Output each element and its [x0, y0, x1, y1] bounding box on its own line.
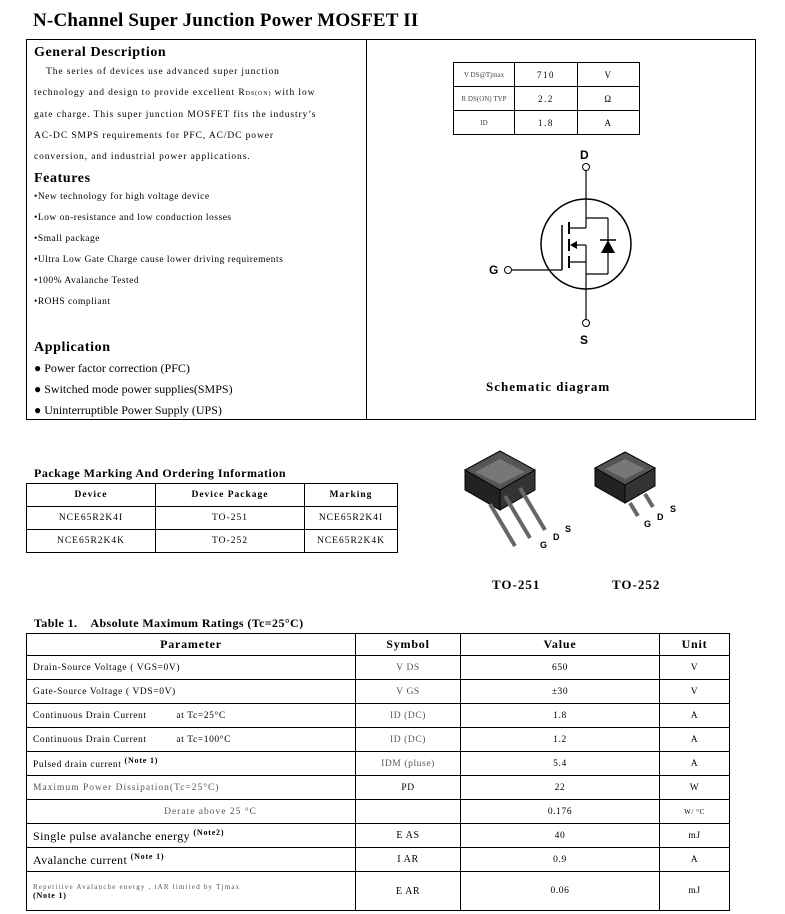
- table-cell: TO-251: [156, 507, 305, 530]
- application-heading: Application: [34, 340, 111, 355]
- table-row: [27, 752, 730, 776]
- note-ref: (Note 1): [33, 890, 67, 900]
- param-cell: Avalanche current $^{(Note 1)}$: [27, 848, 356, 872]
- symbol-cell: [356, 800, 461, 824]
- symbol-cell: IDM (pluse): [356, 752, 461, 776]
- general-line-4: AC-DC SMPS requirements for PFC, AC/DC power: [34, 131, 274, 141]
- spec-label: R DS(ON) TYP: [454, 87, 515, 111]
- table-row: [27, 530, 398, 553]
- spec-value: 1.8: [515, 111, 578, 135]
- spec-label: V DS@Tjmax: [454, 63, 515, 87]
- feature-item: •Low on-resistance and low conduction losses: [34, 213, 232, 223]
- param-cell: Maximum Power Dissipation(Tc=25°C): [27, 776, 356, 800]
- value-cell: 0.176: [461, 800, 660, 824]
- table-row: [27, 800, 730, 824]
- spec-value: 2.2: [515, 87, 578, 111]
- param-cell: Drain-Source Voltage ( VGS=0V): [27, 656, 356, 680]
- table-row: [27, 872, 730, 911]
- column-header: Marking: [305, 484, 398, 507]
- table-row: [27, 728, 730, 752]
- spec-value: 710: [515, 63, 578, 87]
- feature-item: •New technology for high voltage device: [34, 192, 210, 202]
- to251-g-label: G: [540, 540, 548, 550]
- absolute-max-ratings-table: [26, 633, 730, 911]
- table-cell: TO-252: [156, 530, 305, 553]
- general-description-text: [34, 62, 364, 168]
- value-cell: 650: [461, 656, 660, 680]
- value-cell: 0.9: [461, 848, 660, 872]
- package-marking-table: [26, 483, 398, 553]
- symbol-cell: ID (DC): [356, 728, 461, 752]
- mosfet-schematic: [470, 140, 670, 355]
- general-line-1: The series of devices use advanced super junction: [46, 67, 280, 77]
- spec-unit: A: [578, 111, 640, 135]
- symbol-cell: E AR: [356, 872, 461, 911]
- spec-unit: Ω: [578, 87, 640, 111]
- spec-label: ID: [454, 111, 515, 135]
- feature-item: •Ultra Low Gate Charge cause lower driving requirements: [34, 255, 284, 265]
- table-cell: NCE65R2K4K: [27, 530, 156, 553]
- table-row: [27, 824, 730, 848]
- param-text: Repetitive Avalanche energy , tAR limited by Tjmax: [33, 882, 241, 891]
- value-cell: 22: [461, 776, 660, 800]
- spec-row: [454, 63, 640, 87]
- symbol-cell: ID (DC): [356, 704, 461, 728]
- symbol-cell: PD: [356, 776, 461, 800]
- to252-package-illustration: [590, 448, 690, 538]
- param-cell: Single pulse avalanche energy $^{(Note2)}$: [27, 824, 356, 848]
- application-item: ● Power factor correction (PFC): [34, 361, 190, 375]
- value-cell: 40: [461, 824, 660, 848]
- column-header: Parameter: [27, 634, 356, 656]
- to251-label: TO-251: [492, 577, 541, 592]
- application-item: ● Switched mode power supplies(SMPS): [34, 382, 233, 396]
- column-header: Unit: [660, 634, 730, 656]
- param-cell: Continuous Drain Current at Tc=100°C: [27, 728, 356, 752]
- table-row: [27, 656, 730, 680]
- symbol-cell: V DS: [356, 656, 461, 680]
- to252-s-label: S: [670, 504, 677, 514]
- table-header-row: [27, 634, 730, 656]
- application-list: [34, 358, 364, 421]
- application-item: ● Uninterruptible Power Supply (UPS): [34, 403, 222, 417]
- value-cell: 5.4: [461, 752, 660, 776]
- value-cell: 1.2: [461, 728, 660, 752]
- package-marking-heading: Package Marking And Ordering Information: [34, 466, 287, 480]
- source-label: S: [580, 333, 589, 347]
- spec-unit: V: [578, 63, 640, 87]
- table-cell: NCE65R2K4I: [27, 507, 156, 530]
- unit-cell: W/ °C: [660, 800, 730, 824]
- unit-cell: V: [660, 656, 730, 680]
- unit-cell: mJ: [660, 872, 730, 911]
- table-cell: NCE65R2K4I: [305, 507, 398, 530]
- features-list: [34, 187, 364, 313]
- column-header: Device Package: [156, 484, 305, 507]
- general-line-3: gate charge. This super junction MOSFET fits the industry’s: [34, 110, 317, 120]
- note-ref: (Note 1): [130, 851, 165, 861]
- symbol-cell: V GS: [356, 680, 461, 704]
- table-row: [27, 776, 730, 800]
- spec-row: [454, 87, 640, 111]
- column-header: Device: [27, 484, 156, 507]
- general-line-5: conversion, and industrial power applications.: [34, 152, 251, 162]
- param-cell: Gate-Source Voltage ( VDS=0V): [27, 680, 356, 704]
- column-header: Value: [461, 634, 660, 656]
- value-cell: 1.8: [461, 704, 660, 728]
- table-cell: NCE65R2K4K: [305, 530, 398, 553]
- to251-d-label: D: [553, 532, 560, 542]
- feature-item: •Small package: [34, 234, 100, 244]
- param-cell: [27, 872, 356, 911]
- note-ref: (Note 1): [124, 756, 159, 766]
- page-title: N-Channel Super Junction Power MOSFET II: [33, 10, 419, 31]
- value-cell: 0.06: [461, 872, 660, 911]
- param-cell: Derate above 25 °C: [27, 800, 356, 824]
- to251-package-illustration: [460, 448, 580, 558]
- table-row: [27, 680, 730, 704]
- unit-cell: A: [660, 848, 730, 872]
- unit-cell: W: [660, 776, 730, 800]
- amr-heading: Table 1. Absolute Maximum Ratings (Tc=25°C): [34, 616, 304, 630]
- features-heading: Features: [34, 171, 91, 186]
- unit-cell: A: [660, 752, 730, 776]
- feature-item: •ROHS compliant: [34, 297, 111, 307]
- table-row: [27, 507, 398, 530]
- unit-cell: A: [660, 704, 730, 728]
- symbol-cell: E AS: [356, 824, 461, 848]
- unit-cell: A: [660, 728, 730, 752]
- value-cell: ±30: [461, 680, 660, 704]
- to251-s-label: S: [565, 524, 572, 534]
- to252-d-label: D: [657, 512, 664, 522]
- general-description-heading: General Description: [34, 45, 167, 60]
- table-row: [27, 704, 730, 728]
- drain-label: D: [580, 148, 589, 162]
- general-line-2: technology and design to provide excellent RDS(ON) with low: [34, 88, 316, 98]
- table-row: [27, 848, 730, 872]
- param-cell: Continuous Drain Current at Tc=25°C: [27, 704, 356, 728]
- spec-row: [454, 111, 640, 135]
- symbol-cell: I AR: [356, 848, 461, 872]
- schematic-caption: Schematic diagram: [486, 379, 611, 394]
- param-cell: Pulsed drain current $^{(Note 1)}$: [27, 752, 356, 776]
- unit-cell: V: [660, 680, 730, 704]
- table-header-row: [27, 484, 398, 507]
- unit-cell: mJ: [660, 824, 730, 848]
- to252-label: TO-252: [612, 577, 661, 592]
- overview-divider: [366, 39, 367, 419]
- note-ref: (Note2): [193, 827, 225, 837]
- feature-item: •100% Avalanche Tested: [34, 276, 140, 286]
- column-header: Symbol: [356, 634, 461, 656]
- to252-g-label: G: [644, 519, 652, 529]
- key-spec-table: [453, 62, 640, 135]
- gate-label: G: [489, 263, 499, 277]
